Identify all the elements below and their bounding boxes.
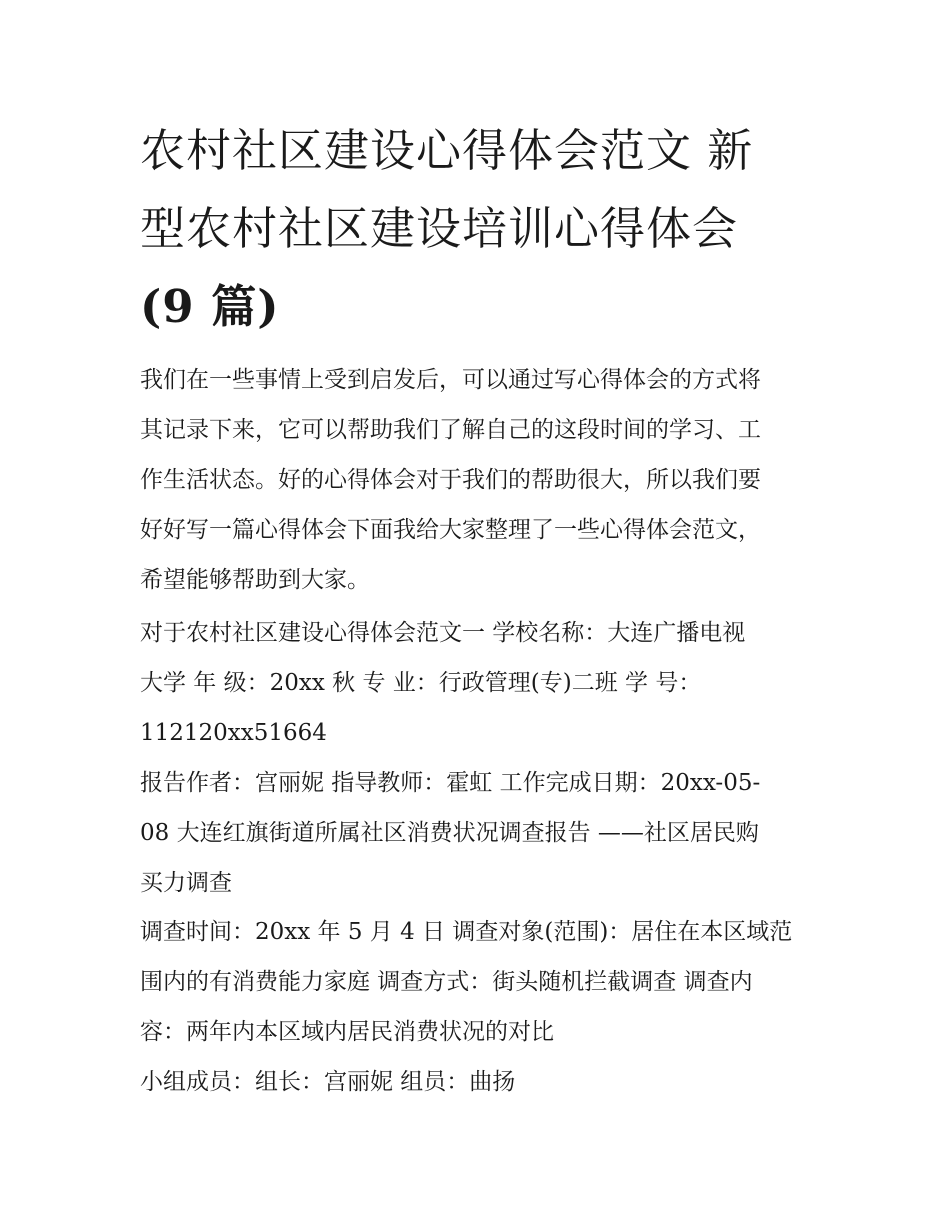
intro-paragraph: 我们在一些事情上受到启发后，可以通过写心得体会的方式将 其记录下来，它可以帮助我们了解自己的这段时间的学习、工 作生活状态。好的心得体会对于我们的帮助很大，所以我们要 好好写一篇心得体会下面我给大家整理了一些心得体会范文， 希望能够帮助到大家。 [140,367,761,593]
school-info-paragraph: 对于农村社区建设心得体会范文一 学校名称：大连广播电视 大学 年 级：20xx 秋 专 业：行政管理(专)二班 学 号： 112120xx51664 [140,620,746,746]
survey-info-paragraph: 调查时间：20xx 年 5 月 4 日 调查对象(范围)：居住在本区域范 围内的有消费能力家庭 调查方式：街头随机拦截调查 调查内 容：两年内本区域内居民消费状况的对比 [140,919,793,1045]
title-line-1: 农村社区建设心得体会范文 新 [140,124,754,177]
title-line-3: (9 篇) [140,280,280,333]
report-author-paragraph: 报告作者：宫丽妮 指导教师：霍虹 工作完成日期：20xx-05- 08 大连红旗街道所属社区消费状况调查报告 ——社区居民购 买力调查 [140,770,761,896]
document-title [140,112,820,346]
title-line-2: 型农村社区建设培训心得体会 [140,202,739,255]
team-members-paragraph: 小组成员：组长：宫丽妮 组员：曲扬 [140,1069,516,1095]
